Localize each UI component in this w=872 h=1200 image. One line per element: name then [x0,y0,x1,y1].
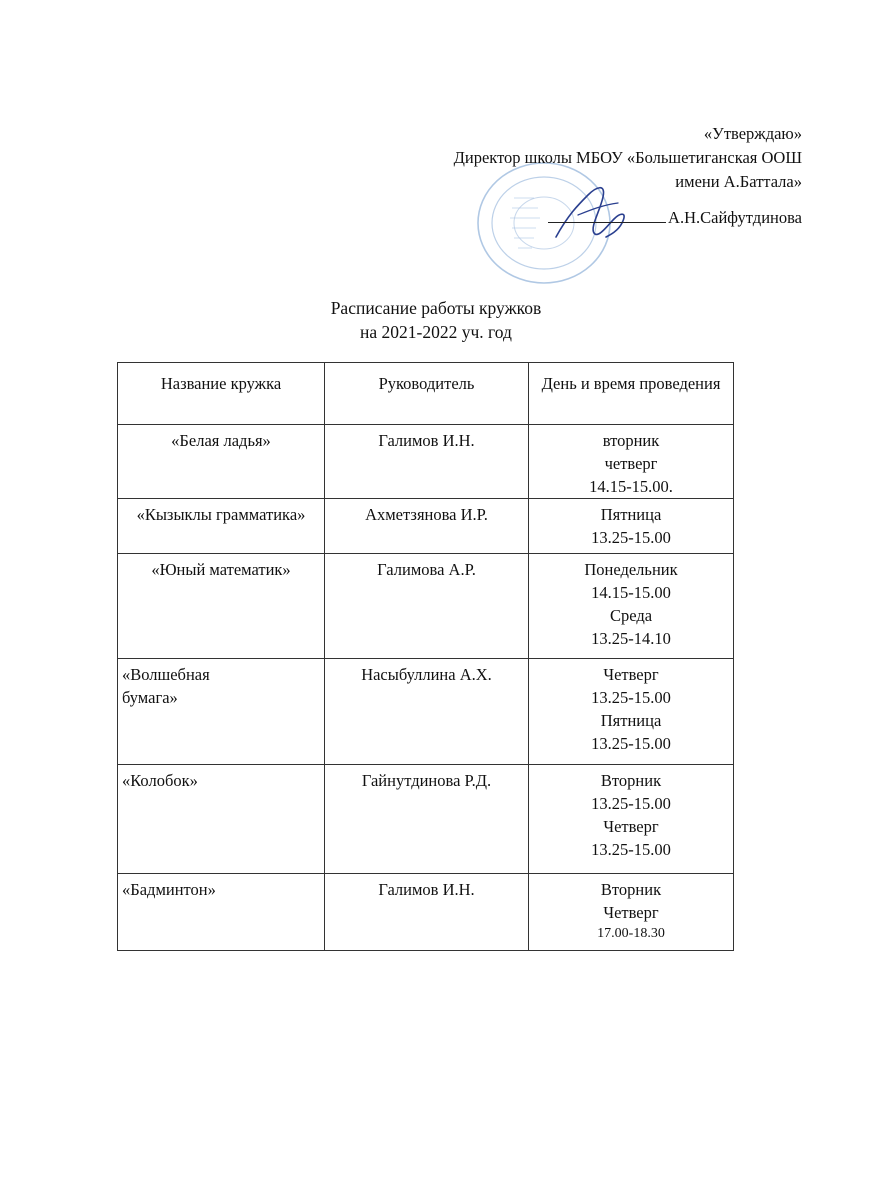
day-time-line: Четверг [603,903,659,922]
table-row [118,659,734,765]
day-time-cell [529,874,734,951]
day-time-line: вторник [602,431,660,450]
leader-cell: Насыбуллина А.Х. [325,659,529,765]
table-row [118,499,734,554]
approval-heading: «Утверждаю» [703,124,802,143]
day-time-line: 13.25-14.10 [591,629,671,648]
approval-signer-line [454,206,802,230]
table-header-row [118,363,734,425]
day-time-line: 14.15-15.00 [591,583,671,602]
day-time-line: 13.25-15.00 [591,734,671,753]
club-name-cell: «Бадминтон» [118,874,325,951]
approval-director-line: Директор школы МБОУ «Большетиганская ООШ [453,148,802,167]
day-time-line: 13.25-15.00 [591,528,671,547]
club-name-cell: «Колобок» [118,765,325,874]
day-time-line: 14.15-15.00. [589,477,673,496]
day-time-line: Среда [609,606,653,625]
leader-cell: Галимов И.Н. [325,874,529,951]
club-name-cell: «Белая ладья» [118,425,325,499]
club-name-cell: «Кызыклы грамматика» [118,499,325,554]
title-line-2: на 2021-2022 уч. год [360,322,512,342]
table-row [118,554,734,659]
header-day-time: День и время проведения [529,363,734,425]
table-row [118,765,734,874]
day-time-cell [529,499,734,554]
table-row [118,425,734,499]
approval-school-name: имени А.Баттала» [675,172,802,191]
approval-signer-name: А.Н.Сайфутдинова [668,208,802,227]
leader-cell: Галимов И.Н. [325,425,529,499]
header-club-name: Название кружка [118,363,325,425]
day-time-line: 13.25-15.00 [591,688,671,707]
title-line-1: Расписание работы кружков [330,298,542,318]
leader-cell: Ахметзянова И.Р. [325,499,529,554]
club-name-cell: «Волшебная бумага» [118,659,325,765]
approval-block [454,122,802,230]
club-name-cell: «Юный математик» [118,554,325,659]
schedule-table [117,362,734,951]
day-time-line: 17.00-18.30 [597,926,665,941]
day-time-line: Пятница [600,711,662,730]
day-time-cell [529,425,734,499]
day-time-line: 13.25-15.00 [591,840,671,859]
day-time-line: Вторник [600,771,662,790]
day-time-cell [529,765,734,874]
day-time-line: Вторник [600,880,662,899]
table-row [118,874,734,951]
signature-line [548,222,666,223]
day-time-cell [529,659,734,765]
day-time-line: Понедельник [584,560,678,579]
day-time-line: Четверг [603,817,659,836]
day-time-line: четверг [604,454,658,473]
day-time-line: Четверг [603,665,659,684]
day-time-cell [529,554,734,659]
leader-cell: Гайнутдинова Р.Д. [325,765,529,874]
header-leader: Руководитель [325,363,529,425]
day-time-line: 13.25-15.00 [591,794,671,813]
day-time-line: Пятница [600,505,662,524]
page-title [0,296,872,344]
leader-cell: Галимова А.Р. [325,554,529,659]
